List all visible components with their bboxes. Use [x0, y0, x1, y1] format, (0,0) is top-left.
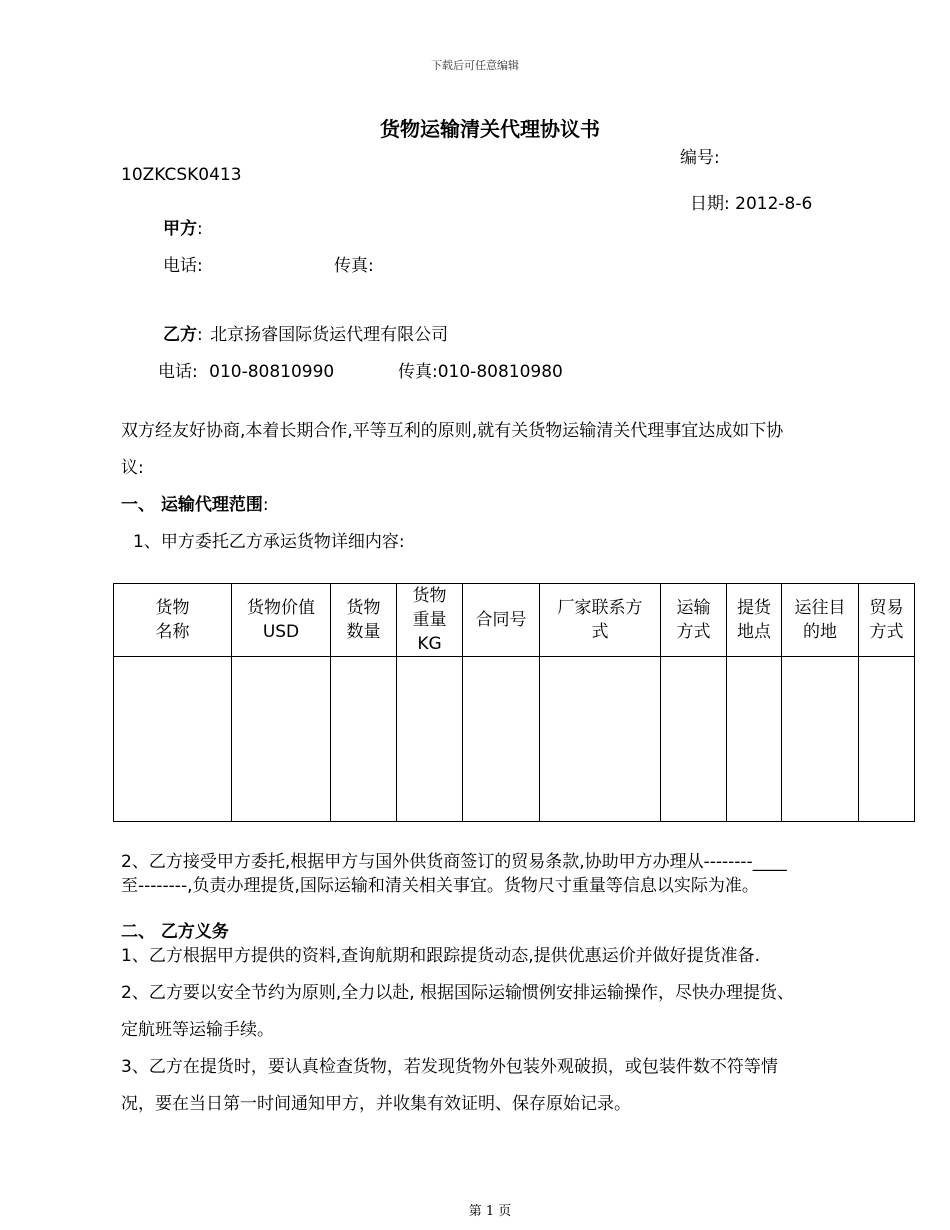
party-a-line	[163, 214, 203, 239]
section-2-heading: 二、 乙方义务	[121, 922, 229, 942]
col-contract-no: 合同号	[463, 584, 540, 657]
page-footer: 第 1 页	[468, 1204, 512, 1219]
party-b-colon: :	[197, 325, 203, 345]
section-2-item-3-line-1: 3、乙方在提货时，要认真检查货物，若发现货物外包装外观破损，或包装件数不符等情	[121, 1057, 778, 1077]
party-b-phone-label: 电话:	[158, 362, 198, 382]
section-1-item-1: 1、甲方委托乙方承运货物详细内容:	[133, 532, 405, 552]
table-cell[interactable]	[232, 657, 331, 822]
party-b-line	[163, 320, 448, 345]
party-b-phone-value: 010-80810990	[209, 362, 335, 382]
date-label: 日期:	[690, 194, 730, 214]
table-cell[interactable]	[540, 657, 661, 822]
col-goods-name: 货物 名称	[114, 584, 232, 657]
table-cell[interactable]	[782, 657, 859, 822]
party-a-phone-label: 电话:	[163, 256, 203, 276]
col-goods-quantity: 货物 数量	[331, 584, 397, 657]
party-b-name: 北京扬睿国际货运代理有限公司	[210, 325, 449, 345]
col-trade-mode: 贸易 方式	[859, 584, 915, 657]
date-value: 2012-8-6	[735, 194, 813, 214]
col-transport-mode: 运输 方式	[661, 584, 727, 657]
clause-2-line-1: 2、乙方接受甲方委托,根据甲方与国外供货商签订的贸易条款,协助甲方办理从--------____	[121, 852, 787, 872]
table-cell[interactable]	[331, 657, 397, 822]
table-cell[interactable]	[661, 657, 727, 822]
goods-table-header-row	[114, 584, 915, 657]
party-b-phone-line	[158, 357, 334, 382]
col-manufacturer-contact: 厂家联系方 式	[540, 584, 661, 657]
date-line	[690, 189, 812, 214]
table-cell[interactable]	[397, 657, 463, 822]
party-b-label: 乙方	[163, 325, 197, 345]
col-destination: 运往目 的地	[782, 584, 859, 657]
section-1-title: 一、 运输代理范围	[121, 495, 263, 515]
page-header-note: 下载后可任意编辑	[431, 59, 519, 72]
section-1-heading	[121, 490, 269, 515]
number-value: 10ZKCSK0413	[121, 165, 242, 185]
party-a-fax-label: 传真:	[334, 256, 374, 276]
table-cell[interactable]	[114, 657, 232, 822]
clause-2-line-2: 至--------,负责办理提货,国际运输和清关相关事宜。货物尺寸重量等信息以实际为准。	[121, 876, 759, 896]
party-b-fax-value: 010-80810980	[437, 362, 563, 382]
table-row	[114, 657, 915, 822]
section-2-item-2-line-1: 2、乙方要以安全节约为原则,全力以赴, 根据国际运输惯例安排运输操作，尽快办理提货、	[121, 983, 795, 1003]
section-2-item-3-line-2: 况，要在当日第一时间通知甲方，并收集有效证明、保存原始记录。	[121, 1094, 631, 1114]
party-b-fax-line	[398, 357, 563, 382]
party-a-colon: :	[197, 219, 203, 239]
goods-table	[113, 583, 915, 822]
party-a-label: 甲方	[163, 219, 197, 239]
section-1-colon: :	[262, 495, 269, 515]
section-2-item-2-line-2: 定航班等运输手续。	[121, 1020, 274, 1040]
col-pickup-location: 提货 地点	[727, 584, 782, 657]
section-2-item-1: 1、乙方根据甲方提供的资料,查询航期和跟踪提货动态,提供优惠运价并做好提货准备.	[121, 946, 761, 966]
col-goods-value: 货物价值 USD	[232, 584, 331, 657]
intro-line-2: 议:	[121, 458, 144, 478]
table-cell[interactable]	[859, 657, 915, 822]
document-title: 货物运输清关代理协议书	[380, 117, 600, 141]
intro-line-1: 双方经友好协商,本着长期合作,平等互利的原则,就有关货物运输清关代理事宜达成如下协	[121, 421, 784, 441]
party-b-fax-label: 传真:	[398, 362, 438, 382]
col-goods-weight: 货物 重量 KG	[397, 584, 463, 657]
table-cell[interactable]	[463, 657, 540, 822]
table-cell[interactable]	[727, 657, 782, 822]
number-label: 编号:	[680, 148, 720, 168]
